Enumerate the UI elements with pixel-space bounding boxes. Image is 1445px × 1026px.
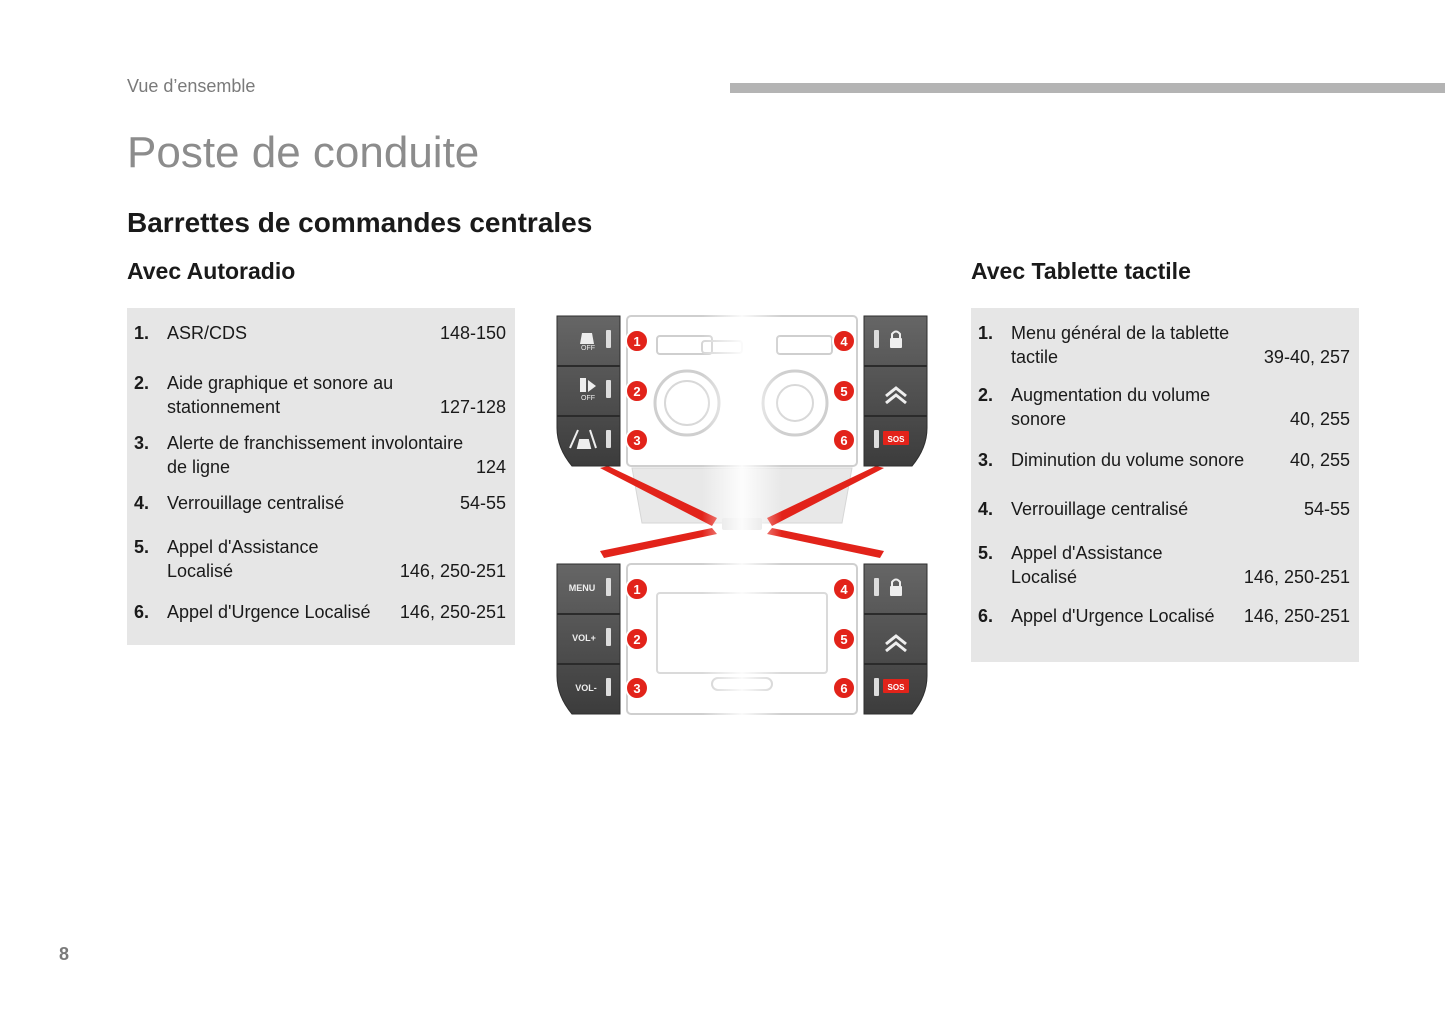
item-text: Alerte de franchissement involontaire de ligne <box>167 433 464 477</box>
sos-label: SOS <box>887 683 905 692</box>
svg-text:3: 3 <box>633 433 641 448</box>
right-button-strip-top <box>864 316 927 466</box>
item-pages: 146, 250-251 <box>1243 606 1350 626</box>
svg-text:3: 3 <box>633 681 641 696</box>
callout-marker <box>833 330 855 352</box>
item-text: Augmentation du volume sonore <box>1011 385 1211 429</box>
section-subtitle: Barrettes de commandes centrales <box>127 207 593 238</box>
park-off-label: OFF <box>581 395 595 402</box>
callout-marker <box>626 677 648 699</box>
autoradio-list <box>127 308 515 645</box>
list-item <box>971 497 1359 521</box>
menu-label: MENU <box>568 583 596 593</box>
svg-text:1: 1 <box>633 582 641 597</box>
item-number: 4. <box>134 493 150 513</box>
item-number: 2. <box>978 385 994 405</box>
item-text: Appel d'Urgence Localisé <box>1011 606 1215 626</box>
callout-marker <box>833 380 855 402</box>
list-item <box>971 321 1359 369</box>
item-pages: 146, 250-251 <box>399 561 506 581</box>
callout-marker <box>833 628 855 650</box>
list-item <box>971 541 1359 589</box>
item-pages: 148-150 <box>439 323 506 343</box>
dashboard-illustration <box>552 308 932 718</box>
item-text: Verrouillage centralisé <box>1011 499 1189 519</box>
item-text: Appel d'Assistance Localisé <box>1011 543 1163 587</box>
item-text: Appel d'Urgence Localisé <box>167 602 371 622</box>
item-text: Aide graphique et sonore au stationnement <box>167 373 394 417</box>
item-number: 2. <box>134 373 150 393</box>
page-number: 8 <box>59 944 70 964</box>
svg-text:4: 4 <box>840 582 848 597</box>
list-item <box>127 491 515 515</box>
list-item <box>971 604 1359 628</box>
item-pages: 40, 255 <box>1289 409 1350 429</box>
item-pages: 40, 255 <box>1289 450 1350 470</box>
callout-marker <box>833 677 855 699</box>
vol-minus-label: VOL- <box>575 683 597 693</box>
list-item <box>127 371 515 419</box>
callout-marker <box>626 429 648 451</box>
list-item <box>127 431 515 479</box>
callout-marker <box>626 628 648 650</box>
item-number: 5. <box>134 537 150 557</box>
list-item <box>971 448 1359 472</box>
header-rule <box>730 83 1445 93</box>
callout-marker <box>626 578 648 600</box>
sos-label: SOS <box>887 435 905 444</box>
tablette-heading: Avec Tablette tactile <box>971 258 1191 284</box>
svg-text:2: 2 <box>633 632 641 647</box>
svg-text:6: 6 <box>840 681 848 696</box>
tablette-list <box>971 308 1359 662</box>
item-number: 3. <box>978 450 994 470</box>
asr-icon <box>580 333 594 344</box>
item-text: ASR/CDS <box>167 323 248 343</box>
svg-text:6: 6 <box>840 433 848 448</box>
item-number: 6. <box>134 602 150 622</box>
item-number: 4. <box>978 499 994 519</box>
svg-text:2: 2 <box>633 384 641 399</box>
callout-marker <box>626 380 648 402</box>
section-label: Vue d’ensemble <box>127 76 256 96</box>
item-number: 3. <box>134 433 150 453</box>
svg-text:5: 5 <box>840 632 848 647</box>
svg-text:4: 4 <box>840 334 848 349</box>
callout-marker <box>833 578 855 600</box>
svg-text:5: 5 <box>840 384 848 399</box>
callout-marker <box>833 429 855 451</box>
item-number: 6. <box>978 606 994 626</box>
list-item <box>127 600 515 624</box>
autoradio-heading: Avec Autoradio <box>127 258 296 284</box>
item-pages: 127-128 <box>439 397 506 417</box>
list-item <box>971 383 1359 431</box>
item-text: Verrouillage centralisé <box>167 493 345 513</box>
item-number: 5. <box>978 543 994 563</box>
item-pages: 54-55 <box>459 493 506 513</box>
callout-marker <box>626 330 648 352</box>
item-text: Diminution du volume sonore <box>1011 450 1245 470</box>
left-button-strip-bottom <box>557 564 620 714</box>
svg-text:1: 1 <box>633 334 641 349</box>
item-pages: 39-40, 257 <box>1263 347 1350 367</box>
page-title: Poste de conduite <box>127 128 480 177</box>
item-pages: 146, 250-251 <box>1243 567 1350 587</box>
right-button-strip-bottom <box>864 564 927 714</box>
asr-off-label: OFF <box>581 345 595 352</box>
item-number: 1. <box>978 323 994 343</box>
item-number: 1. <box>134 323 150 343</box>
vol-plus-label: VOL+ <box>572 633 596 643</box>
list-item <box>127 535 515 583</box>
list-item <box>127 321 515 345</box>
item-pages: 54-55 <box>1303 499 1350 519</box>
left-button-strip-top <box>557 316 620 466</box>
item-text: Menu général de la tablette tactile <box>1011 323 1230 367</box>
item-pages: 146, 250-251 <box>399 602 506 622</box>
item-text: Appel d'Assistance Localisé <box>167 537 319 581</box>
item-pages: 124 <box>475 457 506 477</box>
